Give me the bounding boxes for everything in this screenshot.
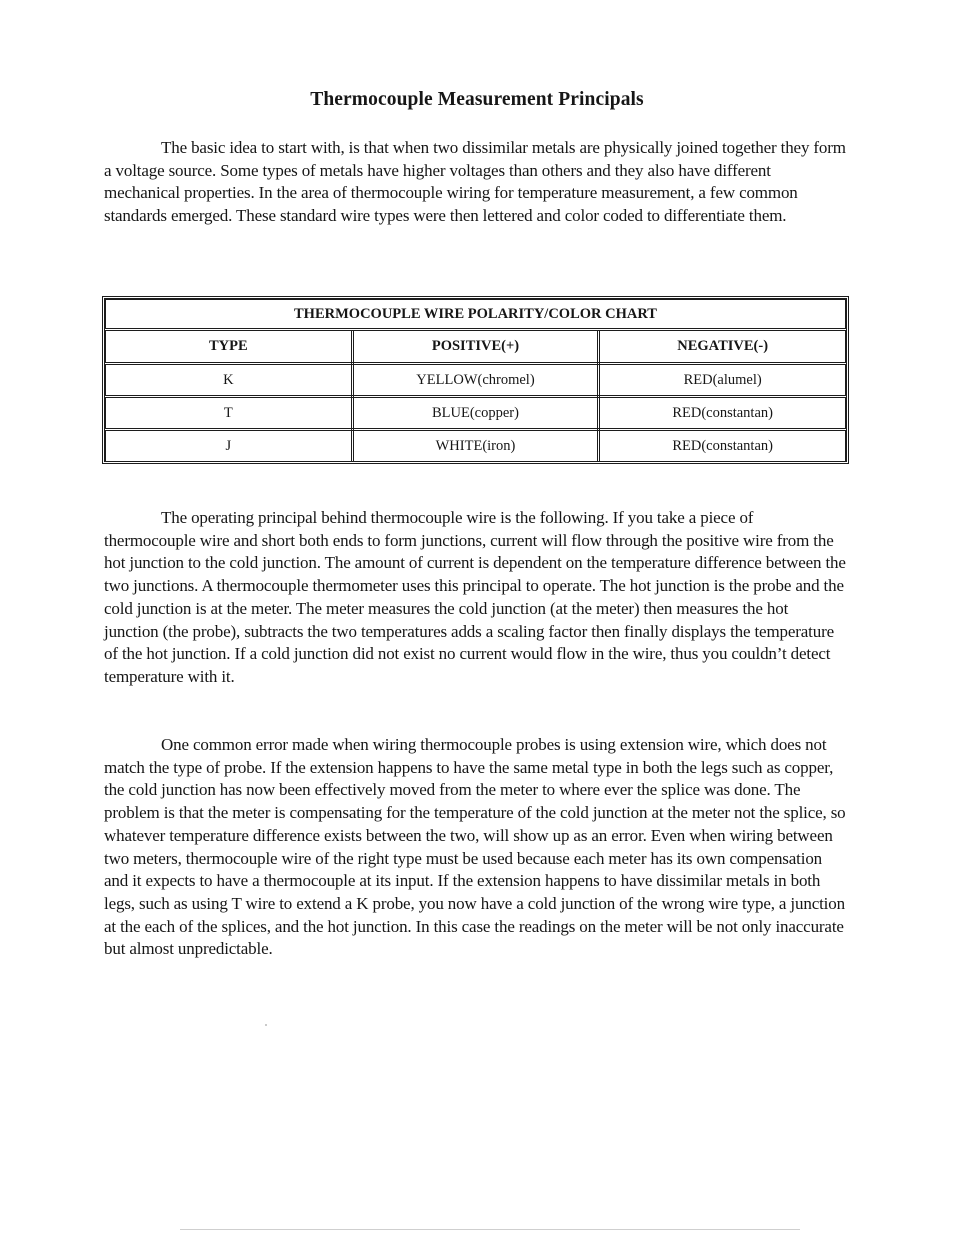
table-row: [106, 364, 846, 397]
column-header-negative: NEGATIVE(-): [599, 330, 846, 364]
operating-principle-paragraph: The operating principal behind thermocouple wire is the following. If you take a piece of thermocouple wire and short both ends to form junctions, current will flow through the positive wire from the hot junction to the cold junction. The amount of current is dependent on the temperature difference between the two junctions. A thermocouple thermometer uses this principal to operate. The hot junction is the probe and the cold junction is at the meter. The meter measures the cold junction (at the meter) then measures the hot junction (the probe), subtracts the two temperatures adds a scaling factor then finally displays the temperature of the hot junction. If a cold junction did not exist no current would flow in the wire, thus you couldn’t detect temperature with it.: [104, 508, 846, 686]
cell-positive: YELLOW(chromel): [352, 364, 599, 397]
table-caption: THERMOCOUPLE WIRE POLARITY/COLOR CHART: [106, 300, 846, 330]
cell-type: K: [106, 364, 353, 397]
polarity-color-table: [105, 299, 846, 462]
cell-negative: RED(alumel): [599, 364, 846, 397]
cell-type: T: [106, 397, 353, 430]
cell-positive: BLUE(copper): [352, 397, 599, 430]
table-row: [106, 430, 846, 462]
cell-positive: WHITE(iron): [352, 430, 599, 462]
intro-paragraph: The basic idea to start with, is that when two dissimilar metals are physically joined together they form a voltage source. Some types of metals have higher voltages than others and they also have different mechanical properties. In the area of thermocouple wiring for temperature measurement, a few common standards emerged. These standard wire types were then lettered and color coded to differentiate them.: [104, 138, 846, 226]
cell-negative: RED(constantan): [599, 397, 846, 430]
polarity-color-chart: [102, 296, 849, 464]
extension-wire-error-paragraph: One common error made when wiring thermocouple probes is using extension wire, which does not match the type of probe. If the extension happens to have the same metal type in both the legs such as copper, the cold junction has now been effectively moved from the meter to where ever the splice was done. The problem is that the meter is compensating for the temperature of the cold junction at the meter not the splice, so whatever temperature difference exists between the two, will show up as an error. Even when wiring between two meters, thermocouple wire of the right type must be used because each meter has its own compensation and it expects to have a thermocouple at its input. If the extension happens to have dissimilar metals in both legs, such as using T wire to extend a K probe, you now have a cold junction of the wrong wire type, a junction at the each of the splices, and the hot junction. In this case the readings on the meter will be not only inaccurate but almost unpredictable.: [104, 735, 846, 959]
table-caption-row: [106, 300, 846, 330]
scan-edge-line: [180, 1229, 800, 1230]
scan-speck: [265, 1024, 267, 1026]
column-header-positive: POSITIVE(+): [352, 330, 599, 364]
document-title: Thermocouple Measurement Principals: [310, 89, 644, 110]
column-header-type: TYPE: [106, 330, 353, 364]
table-header-row: [106, 330, 846, 364]
cell-type: J: [106, 430, 353, 462]
cell-negative: RED(constantan): [599, 430, 846, 462]
table-row: [106, 397, 846, 430]
